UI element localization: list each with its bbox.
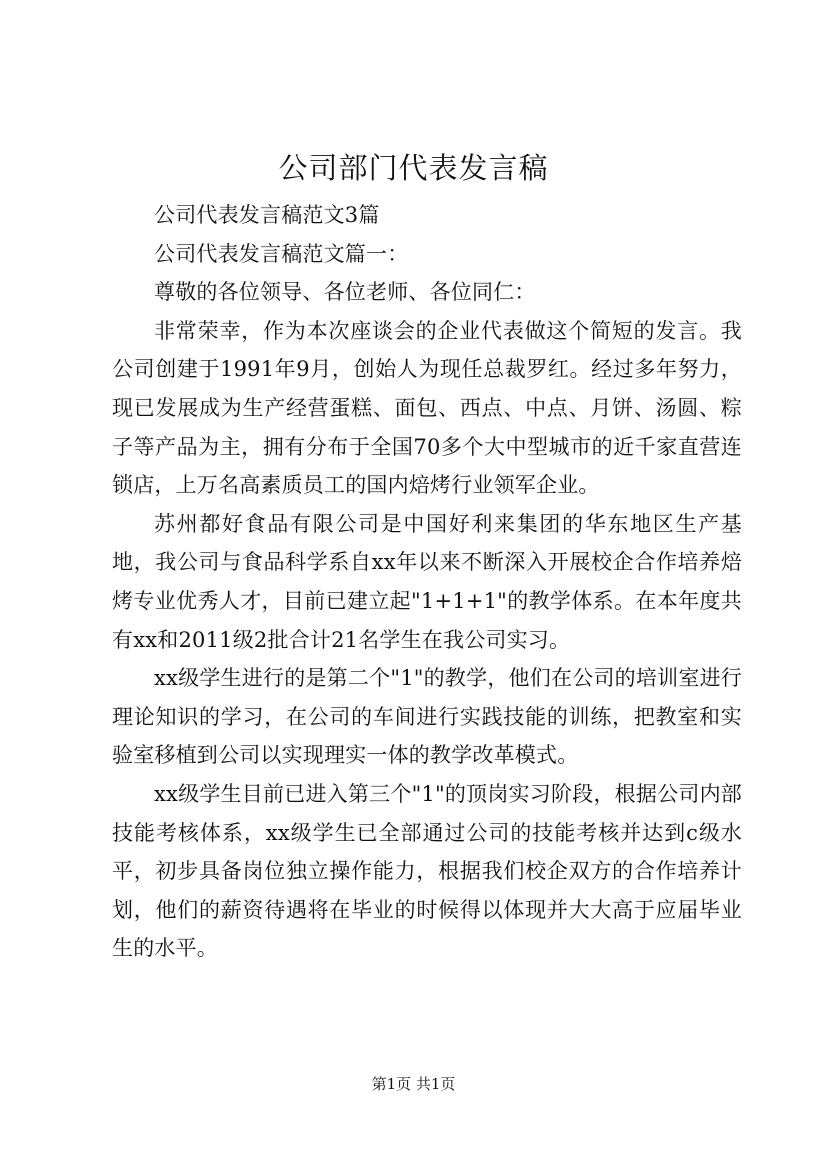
paragraph-second-stage: xx级学生进行的是第二个"1"的教学，他们在公司的培训室进行理论知识的学习，在公司的车间进行实践技能的训练，把教室和实验室移植到公司以实现理实一体的教学改革模式。 — [112, 666, 742, 768]
paragraph-company-intro: 非常荣幸，作为本次座谈会的企业代表做这个简短的发言。我公司创建于1991年9月，创始人为现任总裁罗红。经过多年努力，现已发展成为生产经营蛋糕、面包、西点、中点、月饼、汤圆、粽子等产品为主，拥有分布于全国70多个大中型城市的近千家直营连锁店，上万名高素质员工的国内焙烤行业领军企业。 — [112, 318, 742, 498]
document-body — [112, 196, 742, 968]
paragraph-cooperation: 苏州都好食品有限公司是中国好利来集团的华东地区生产基地，我公司与食品科学系自xx年以来不断深入开展校企合作培养焙烤专业优秀人才，目前已建立起"1+1+1"的教学体系。在本年度共有xx和2011级2批合计21名学生在我公司实习。 — [112, 511, 742, 652]
document-title: 公司部门代表发言稿 — [278, 151, 549, 185]
paragraph-subtitle: 公司代表发言稿范文3篇 — [154, 203, 380, 227]
paragraph-third-stage: xx级学生目前已进入第三个"1"的顶岗实习阶段，根据公司内部技能考核体系，xx级学生已全部通过公司的技能考核并达到c级水平，初步具备岗位独立操作能力，根据我们校企双方的合作培养计划，他们的薪资待遇将在毕业的时候得以体现并大大高于应届毕业生的水平。 — [112, 781, 742, 961]
page-number-footer: 第1页 共1页 — [371, 1075, 456, 1093]
paragraph-salutation: 尊敬的各位领导、各位老师、各位同仁： — [154, 280, 536, 305]
paragraph-section-heading: 公司代表发言稿范文篇一： — [154, 241, 409, 266]
